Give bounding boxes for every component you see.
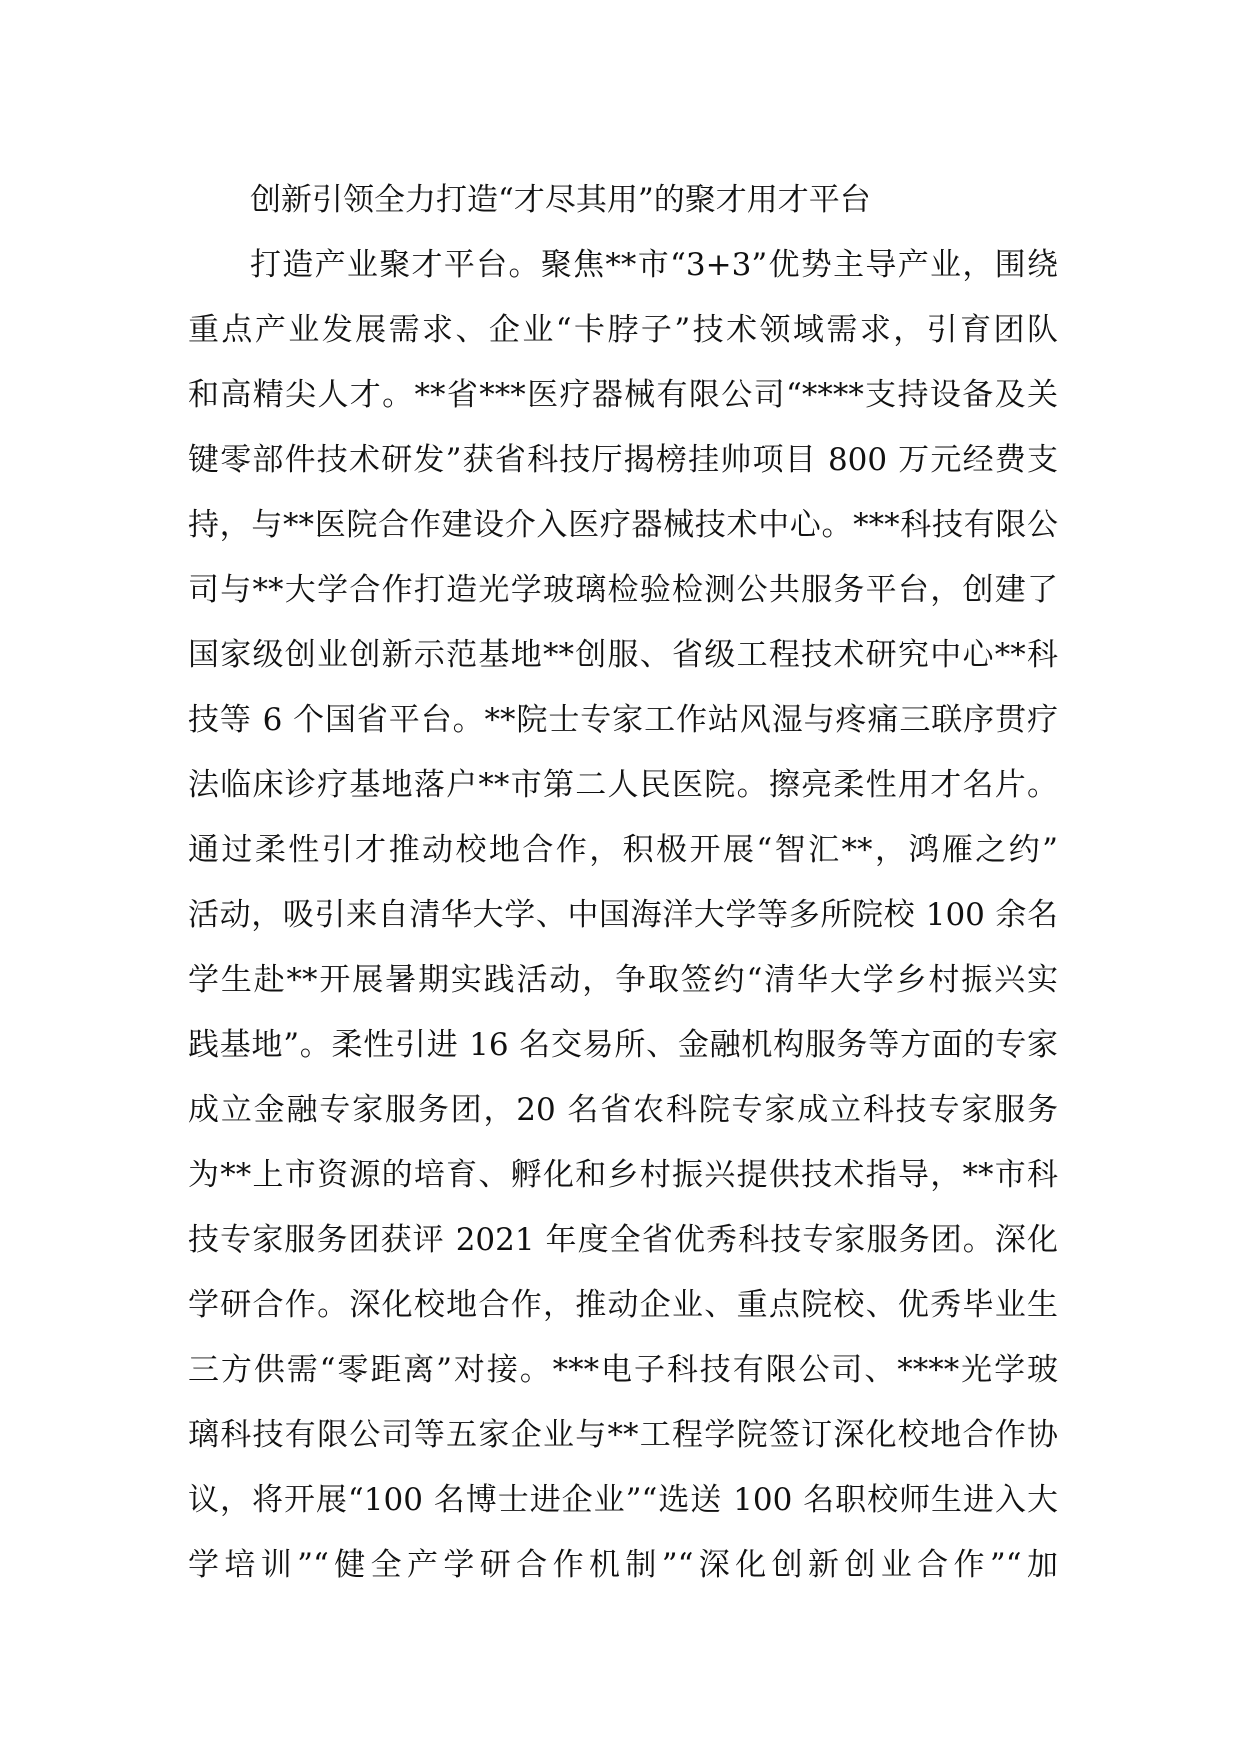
paragraph-line: 持，与**医院合作建设介入医疗器械技术中心。***科技有限公 [188, 507, 1058, 543]
paragraph-line: 技等 6 个国省平台。**院士专家工作站风湿与疼痛三联序贯疗 [188, 702, 1058, 738]
paragraph-line: 国家级创业创新示范基地**创服、省级工程技术研究中心**科 [188, 637, 1058, 673]
paragraph-line: 为**上市资源的培育、孵化和乡村振兴提供技术指导，**市科 [188, 1157, 1058, 1193]
paragraph-line: 璃科技有限公司等五家企业与**工程学院签订深化校地合作协 [188, 1417, 1058, 1453]
paragraph-line: 学培训”“健全产学研合作机制”“深化创新创业合作”“加 [188, 1547, 1058, 1583]
paragraph-line: 通过柔性引才推动校地合作，积极开展“智汇**，鸿雁之约” [188, 832, 1058, 868]
paragraph-line: 学研合作。深化校地合作，推动企业、重点院校、优秀毕业生 [188, 1287, 1058, 1323]
paragraph-line: 技专家服务团获评 2021 年度全省优秀科技专家服务团。深化 [188, 1222, 1058, 1258]
paragraph-line: 成立金融专家服务团，20 名省农科院专家成立科技专家服务 [188, 1092, 1058, 1128]
paragraph-line: 重点产业发展需求、企业“卡脖子”技术领域需求，引育团队 [188, 312, 1058, 348]
paragraph-line: 打造产业聚才平台。聚焦**市“3+3”优势主导产业，围绕 [250, 247, 1058, 283]
paragraph-line: 活动，吸引来自清华大学、中国海洋大学等多所院校 100 余名 [188, 897, 1058, 933]
paragraph-line: 法临床诊疗基地落户**市第二人民医院。擦亮柔性用才名片。 [188, 767, 1058, 803]
document-heading: 创新引领全力打造“才尽其用”的聚才用才平台 [250, 182, 871, 218]
paragraph-line: 学生赴**开展暑期实践活动，争取签约“清华大学乡村振兴实 [188, 962, 1058, 998]
paragraph-line: 和高精尖人才。**省***医疗器械有限公司“****支持设备及关 [188, 377, 1058, 413]
paragraph-line: 三方供需“零距离”对接。***电子科技有限公司、****光学玻 [188, 1352, 1058, 1388]
paragraph-line: 键零部件技术研发”获省科技厅揭榜挂帅项目 800 万元经费支 [188, 442, 1058, 478]
paragraph-line: 践基地”。柔性引进 16 名交易所、金融机构服务等方面的专家 [188, 1027, 1058, 1063]
paragraph-line: 司与**大学合作打造光学玻璃检验检测公共服务平台，创建了 [188, 572, 1058, 608]
paragraph-line: 议，将开展“100 名博士进企业”“选送 100 名职校师生进入大 [188, 1482, 1058, 1518]
document-body [188, 168, 1058, 1598]
